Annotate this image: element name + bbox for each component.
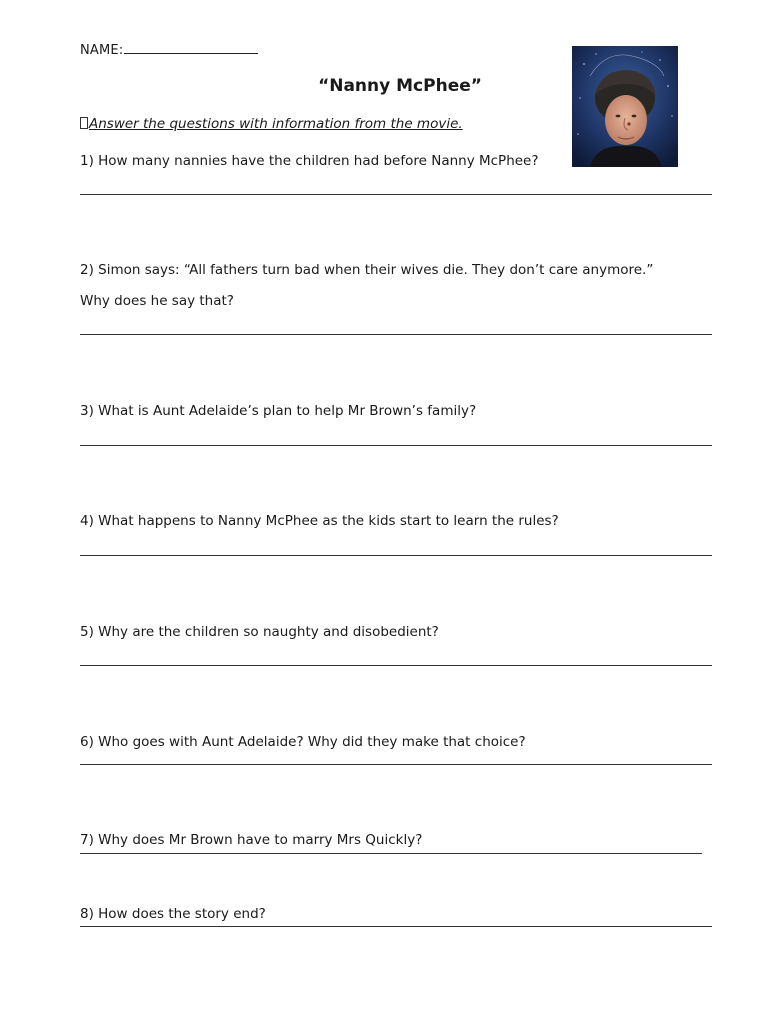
answer-line-2[interactable]	[80, 334, 712, 335]
question-3: 3) What is Aunt Adelaide’s plan to help Mr Brown’s family?	[80, 403, 477, 419]
instruction-text: Answer the questions with information from the movie.	[89, 116, 463, 132]
instructions	[80, 116, 463, 132]
question-2: 2) Simon says: “All fathers turn bad when their wives die. They don’t care anymore.”	[80, 262, 654, 278]
answer-line-8[interactable]	[80, 926, 712, 927]
answer-line-3[interactable]	[80, 445, 712, 446]
answer-line-1[interactable]	[80, 194, 712, 195]
question-8: 8) How does the story end?	[80, 906, 266, 922]
question-2-followup: Why does he say that?	[80, 293, 234, 309]
name-blank-line[interactable]	[124, 41, 258, 54]
question-1: 1) How many nannies have the children had before Nanny McPhee?	[80, 153, 539, 169]
question-7: 7) Why does Mr Brown have to marry Mrs Quickly?	[80, 832, 423, 848]
question-6: 6) Who goes with Aunt Adelaide? Why did they make that choice?	[80, 734, 526, 750]
answer-line-7[interactable]	[80, 853, 702, 854]
question-5: 5) Why are the children so naughty and disobedient?	[80, 624, 439, 640]
movie-poster	[572, 46, 678, 167]
name-label: NAME:	[80, 43, 124, 58]
answer-line-6[interactable]	[80, 764, 712, 765]
name-field	[80, 41, 258, 58]
answer-line-5[interactable]	[80, 665, 712, 666]
page-title: “Nanny McPhee”	[318, 76, 482, 96]
answer-line-4[interactable]	[80, 555, 712, 556]
missing-glyph-icon	[80, 117, 88, 129]
question-4: 4) What happens to Nanny McPhee as the kids start to learn the rules?	[80, 513, 559, 529]
